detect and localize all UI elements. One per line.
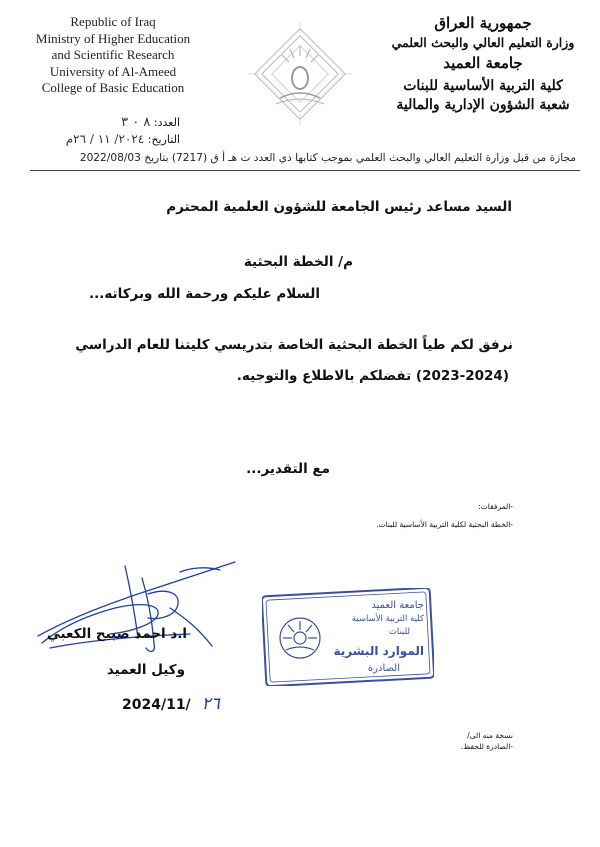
date-label: التاريخ: [147, 133, 180, 146]
copy-to-item: -الصادرة للحفظ. [460, 742, 513, 751]
en-line-5: College of Basic Education [41, 80, 185, 95]
stamp-line-3: للبنات [388, 627, 410, 637]
number-value: ٨ ٠ ٣ [121, 115, 151, 130]
closing: مع التقدير... [246, 461, 330, 477]
reference-date [40, 132, 180, 146]
subject: م/ الخطة البحثية [243, 254, 353, 270]
body-paragraph-line-1: نرفق لكم طياً الخطة البحثية الخاصة بتدريسي كليتنا للعام الدراسي [75, 337, 513, 353]
stamp-line-1: جامعة العميد [371, 600, 424, 611]
greeting: السلام عليكم ورحمة الله وبركاته... [88, 286, 320, 302]
signatory-name: ا.د احمد صبيح الكعبي [46, 626, 187, 642]
attachments-item: -الخطة البحثية لكلية التربية الأساسية للبنات. [376, 520, 513, 529]
accreditation-line: مجازة من قبل وزارة التعليم العالي والبحث العلمي بموجب كتابها ذي العدد ت هـ أ ق (7217) بتاريخ 2022/08/03 [79, 152, 576, 164]
en-line-1: Republic of Iraq [70, 14, 156, 29]
reference-number [60, 115, 180, 130]
ar-line-3: جامعة العميد [443, 54, 523, 72]
english-letterhead [28, 14, 198, 97]
signatory-title: وكيل العميد [106, 662, 185, 678]
ar-line-1: جمهورية العراق [434, 14, 532, 32]
ar-line-4: كلية التربية الأساسية للبنات [403, 78, 563, 94]
stamp-line-5: الصادرة [367, 663, 400, 674]
body-paragraph-line-2: (2023-2024) تفضلكم بالاطلاع والتوجيه. [236, 368, 509, 384]
ar-line-5: شعبة الشؤون الإدارية والمالية [396, 97, 570, 113]
arabic-letterhead [388, 14, 578, 115]
copy-to-label: نسخة منه الى/ [467, 731, 513, 740]
official-stamp [262, 588, 434, 686]
header-divider [30, 170, 580, 171]
en-line-2: Ministry of Higher Education [35, 30, 191, 46]
en-line-3: and Scientific Research [51, 47, 175, 62]
addressee: السيد مساعد رئيس الجامعة للشؤون العلمية المحترم [166, 199, 512, 215]
handwritten-signature [30, 548, 250, 663]
handwritten-day: ٢٦ [201, 694, 220, 714]
en-line-4: University of Al-Ameed [49, 63, 177, 79]
attachments-label: -المرفقات: [478, 502, 513, 511]
university-emblem [240, 14, 360, 134]
stamp-line-2: كلية التربية الأساسية [351, 614, 424, 624]
date-value: ٢٠٢٤/ ١١ / ٢٦م [65, 132, 145, 146]
number-label: العدد: [153, 116, 180, 129]
ar-line-2: وزارة التعليم العالي والبحث العلمي [391, 35, 575, 50]
signature-date-text: 2024/11/ [122, 697, 191, 713]
stamp-line-4: الموارد البشرية [333, 644, 424, 658]
signature-date [122, 694, 220, 714]
